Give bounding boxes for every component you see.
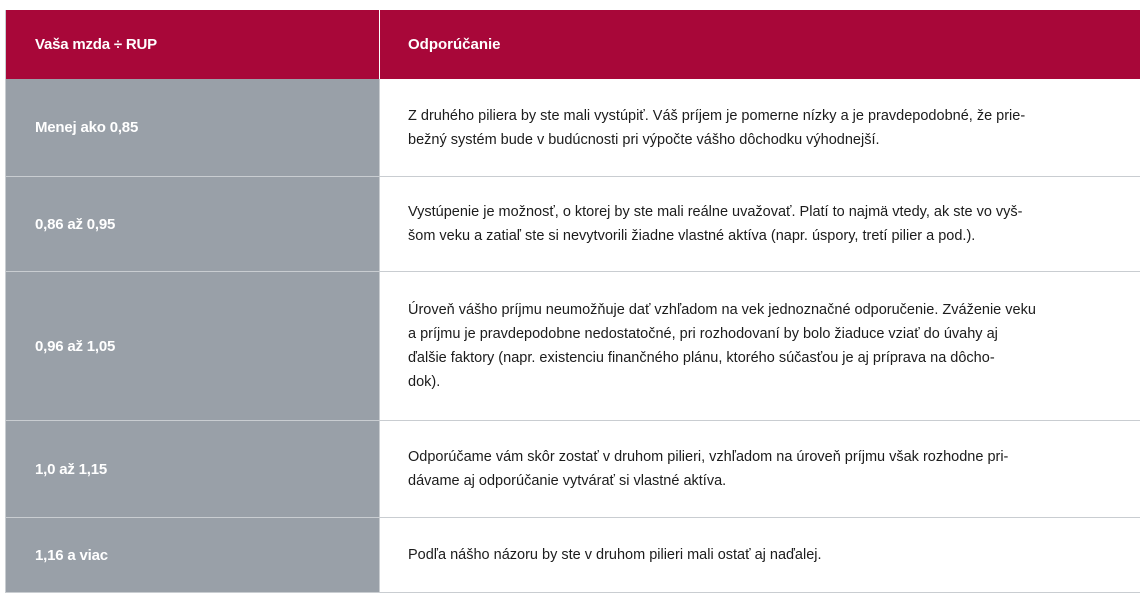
row-recommendation: Úroveň vášho príjmu neumožňuje dať vzhľadom na vek jednoznačné odporučenie. Zváženie veku a príjmu je pravdepodobne nedostatočné, pri rozhodovaní by bolo žiaduce vziať do úvahy aj ďalšie faktory (napr. existenciu finančného plánu, ktorého súčasťou je aj príprava na dôcho- dok). — [379, 272, 1140, 420]
row-range: 0,96 až 1,05 — [6, 272, 379, 420]
table-row — [6, 421, 1140, 518]
recommendation-table — [5, 10, 1140, 593]
row-recommendation: Vystúpenie je možnosť, o ktorej by ste mali reálne uvažovať. Platí to najmä vtedy, ak ste vo vyš- šom veku a zatiaľ ste si nevytvorili žiadne vlastné aktíva (napr. úspory, tretí pilier a pod.). — [379, 177, 1140, 271]
header-wage-ratio: Vaša mzda ÷ RUP — [35, 36, 157, 53]
table-row — [6, 177, 1140, 272]
row-range: 1,16 a viac — [6, 518, 379, 592]
row-recommendation: Z druhého piliera by ste mali vystúpiť. Váš príjem je pomerne nízky a je pravdepodobné, že prie- bežný systém bude v budúcnosti pri výpočte vášho dôchodku výhodnejší. — [379, 79, 1140, 176]
row-range: 1,0 až 1,15 — [6, 421, 379, 517]
table-header-row — [6, 10, 1140, 79]
table-row — [6, 518, 1140, 592]
row-range: 0,86 až 0,95 — [6, 177, 379, 271]
row-recommendation: Odporúčame vám skôr zostať v druhom pilieri, vzhľadom na úroveň príjmu však rozhodne pri- dávame aj odporúčanie vytvárať si vlastné aktíva. — [379, 421, 1140, 517]
row-range: Menej ako 0,85 — [6, 79, 379, 176]
table-row — [6, 272, 1140, 421]
row-recommendation: Podľa nášho názoru by ste v druhom pilieri mali ostať aj naďalej. — [379, 518, 1140, 592]
table-row — [6, 79, 1140, 177]
header-recommendation: Odporúčanie — [379, 10, 1140, 79]
